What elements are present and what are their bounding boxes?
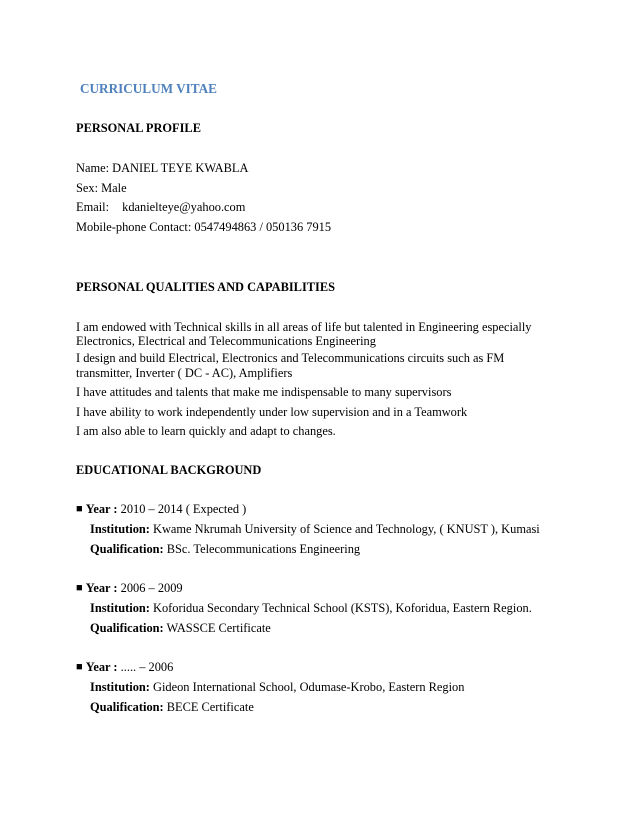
bullet-icon: ■ — [76, 582, 83, 594]
email-label: Email: — [76, 200, 110, 214]
sex-label: Sex: — [76, 181, 99, 195]
qualities-line: transmitter, Inverter ( DC - AC), Amplifiers — [76, 366, 293, 380]
name-value: DANIEL TEYE KWABLA — [112, 161, 249, 175]
education-institution-line — [90, 601, 532, 616]
year-value: ..... – 2006 — [120, 660, 174, 674]
qualities-line: Electronics, Electrical and Telecommunications Engineering — [76, 334, 376, 348]
document-title: CURRICULUM VITAE — [80, 81, 217, 96]
education-year-line — [76, 660, 173, 676]
sex-line — [76, 181, 127, 196]
institution-label: Institution: — [90, 680, 150, 694]
mobile-label: Mobile-phone Contact: — [76, 220, 192, 234]
email-line — [76, 200, 245, 215]
education-qualification-line — [90, 700, 254, 715]
mobile-line — [76, 220, 331, 235]
personal-profile-heading: PERSONAL PROFILE — [76, 121, 201, 135]
mobile-value: 0547494863 / 050136 7915 — [194, 220, 332, 234]
qualification-label: Qualification: — [90, 700, 164, 714]
qualification-label: Qualification: — [90, 621, 164, 635]
name-label: Name: — [76, 161, 110, 175]
year-value: 2010 – 2014 ( Expected ) — [120, 502, 247, 516]
qualification-value: WASSCE Certificate — [166, 621, 271, 635]
qualification-label: Qualification: — [90, 542, 164, 556]
name-line — [76, 161, 248, 176]
education-year-line — [76, 581, 183, 597]
qualities-line: I am endowed with Technical skills in all areas of life but talented in Engineering especially — [76, 320, 532, 334]
qualities-line: I design and build Electrical, Electronics and Telecommunications circuits such as FM — [76, 351, 505, 365]
education-qualification-line — [90, 621, 271, 636]
institution-value: Koforidua Secondary Technical School (KSTS), Koforidua, Eastern Region. — [153, 601, 532, 615]
year-label: Year : — [85, 502, 118, 516]
education-institution-line — [90, 680, 464, 695]
bullet-icon: ■ — [76, 503, 83, 515]
institution-value: Gideon International School, Odumase-Krobo, Eastern Region — [153, 680, 465, 694]
year-label: Year : — [85, 660, 118, 674]
education-qualification-line — [90, 542, 360, 557]
education-year-line — [76, 502, 246, 518]
email-value: kdanielteye@yahoo.com — [122, 200, 246, 214]
qualification-value: BECE Certificate — [166, 700, 254, 714]
year-label: Year : — [85, 581, 118, 595]
education-institution-line — [90, 522, 540, 537]
qualities-line: I have attitudes and talents that make me indispensable to many supervisors — [76, 385, 452, 399]
institution-value: Kwame Nkrumah University of Science and Technology, ( KNUST ), Kumasi — [153, 522, 540, 536]
bullet-icon: ■ — [76, 661, 83, 673]
qualities-line: I am also able to learn quickly and adapt to changes. — [76, 424, 336, 438]
qualification-value: BSc. Telecommunications Engineering — [166, 542, 361, 556]
qualities-heading: PERSONAL QUALITIES AND CAPABILITIES — [76, 280, 336, 294]
year-value: 2006 – 2009 — [120, 581, 183, 595]
institution-label: Institution: — [90, 522, 150, 536]
qualities-line: I have ability to work independently under low supervision and in a Teamwork — [76, 405, 468, 419]
education-heading: EDUCATIONAL BACKGROUND — [76, 463, 262, 477]
sex-value: Male — [101, 181, 127, 195]
institution-label: Institution: — [90, 601, 150, 615]
